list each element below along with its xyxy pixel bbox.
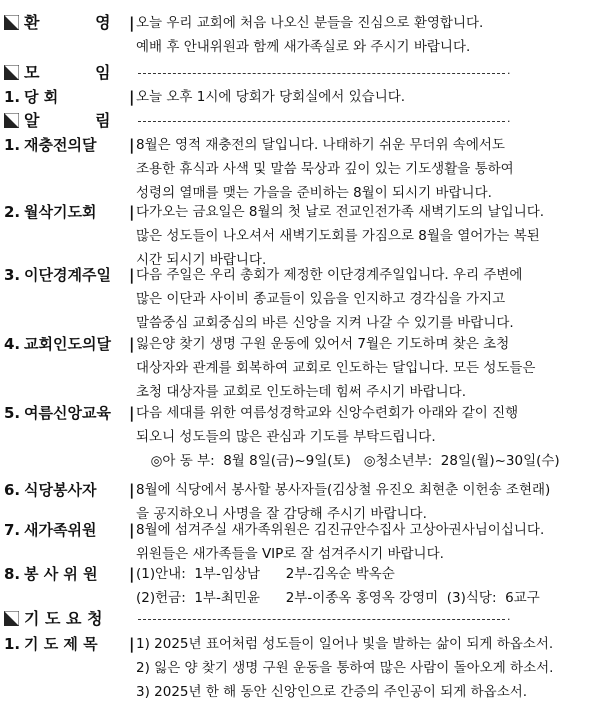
item-label: 재충전의달: [24, 136, 97, 154]
section-notice-header: [0, 110, 593, 132]
item-text: 8월에 섬겨주실 새가족위원은 김진규안수집사 고상아권사님이십니다. 위원들은 새가족들을 VIP로 잘 섬겨주시기 바랍니다.: [136, 522, 545, 562]
item-text: 다가오는 금요일은 8월의 첫 날로 전교인전가족 새벽기도의 날입니다. 많은 성도들이 나오셔서 새벽기도회를 가짐으로 8월을 열어가는 복된 시간 되시기 바랍니다.: [136, 204, 545, 268]
section-prayer-header: [0, 608, 593, 630]
item-label: 여름신앙교육: [24, 404, 111, 422]
welcome-text: 오늘 우리 교회에 처음 나오신 분들을 진심으로 환영합니다. 예배 후 안내위원과 함께 새가족실로 와 주시기 바랍니다.: [136, 15, 484, 55]
item-text: 다음 세대를 위한 여름성경학교와 신앙수련회가 아래와 같이 진행 되오니 성도들의 많은 관심과 기도를 부탁드립니다. ◎아 동 부: 8월 8일(금)~9일(토) ◎청소년부: 28일(월)~30일(수): [136, 405, 560, 469]
divider-dot: ·: [507, 67, 511, 80]
item-text: 8월은 영적 재충전의 달입니다. 나태하기 쉬운 무더위 속에서도 조용한 휴식과 사색 및 말씀 묵상과 깊이 있는 기도생활을 통하여 성령의 열매를 맺는 가을을 준비하는 8월이 되시기 바랍니다.: [136, 137, 514, 201]
section-bullet-icon: [4, 113, 19, 128]
list-item: 1. 당 회 | 오늘 오후 1시에 당회가 당회실에서 있습니다.: [0, 86, 593, 110]
section-title: 알 림: [24, 111, 111, 130]
divider: [138, 121, 505, 122]
section-bullet-icon: [4, 65, 19, 80]
divider-dot: ·: [507, 613, 511, 626]
section-title: 모 임: [24, 63, 111, 82]
item-text: (1)안내: 1부-임상남 2부-김옥순 박옥순 (2)헌금: 1부-최민윤 2부-이종옥 홍영옥 강영미 (3)식당: 6교구: [136, 566, 540, 606]
section-bullet-icon: [4, 611, 19, 626]
item-text: 8월에 식당에서 봉사할 봉사자들(김상철 유진오 최현춘 이헌송 조현래) 을 공지하오니 사명을 잘 감당해 주시기 바랍니다.: [136, 482, 551, 522]
item-text: 다음 주일은 우리 총회가 제정한 이단경계주일입니다. 우리 주변에 많은 이단과 사이비 종교들이 있음을 인지하고 경각심을 가지고 말씀중심 교회중심의 바른 신앙을 지켜 나갈 수 있기를 바랍니다.: [136, 267, 523, 331]
item-label: 이단경계주일: [24, 266, 111, 284]
divider: [138, 73, 505, 74]
item-label: 당 회: [24, 88, 59, 106]
item-label: 식당봉사자: [24, 481, 97, 499]
item-text: 1) 2025년 표어처럼 성도들이 일어나 빛을 발하는 삶이 되게 하옵소서. 2) 잃은 양 찾기 생명 구원 운동을 통하여 많은 사람이 돌아오게 하소서. 3) 2025년 한 해 동안 신앙인으로 간증의 주인공이 되게 하옵소서.: [136, 636, 554, 700]
item-label: 봉 사 위 원: [24, 565, 98, 583]
item-text: 오늘 오후 1시에 당회가 당회실에서 있습니다.: [136, 89, 406, 105]
item-text: 잃은양 찾기 생명 구원 운동에 있어서 7월은 기도하며 찾은 초청 대상자와 관계를 회복하여 교회로 인도하는 달입니다. 모든 성도들은 초청 대상자를 교회로 인도하는데 힘써 주시기 바랍니다.: [136, 336, 536, 400]
section-bullet-icon: [4, 15, 19, 30]
divider-dot: ·: [507, 115, 511, 128]
separator: |: [129, 14, 135, 32]
item-label: 교회인도의달: [24, 335, 111, 353]
section-meeting-header: [0, 62, 593, 84]
item-label: 새가족위원: [24, 521, 97, 539]
divider: [138, 619, 505, 620]
section-welcome-header: [0, 12, 593, 55]
section-title: 환 영: [24, 13, 111, 32]
item-label: 기 도 제 목: [24, 635, 98, 653]
section-title: 기 도 요 청: [24, 609, 103, 628]
item-label: 월삭기도회: [24, 203, 97, 221]
